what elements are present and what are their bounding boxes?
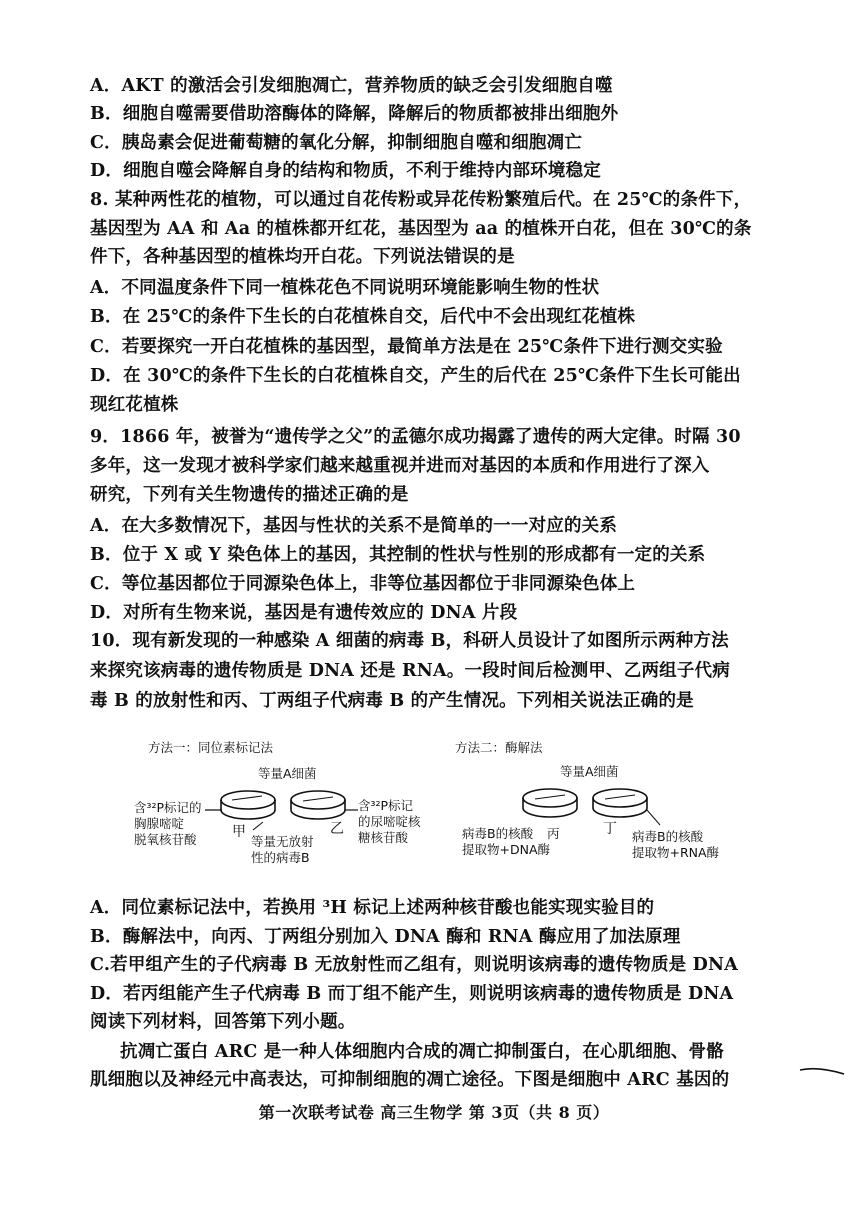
- q9-option-d: D．对所有生物来说，基因是有遗传效应的 DNA 片段: [90, 603, 518, 623]
- q10-option-d: D．若丙组能产生子代病毒 B 而丁组不能产生，则说明该病毒的遗传物质是 DNA: [90, 984, 734, 1004]
- yi-group-label: 乙: [330, 821, 344, 837]
- q9-stem-line-1: 9．1866 年，被誉为“遗传学之父”的孟德尔成功揭露了遗传的两大定律。时隔 30: [90, 427, 741, 447]
- q8-option-d: D．在 30℃的条件下生长的白花植株自交，产生的后代在 25℃条件下生长可能出: [90, 366, 741, 386]
- dish-yi: [291, 791, 345, 819]
- yi-label-line-2: 的尿嘧啶核: [358, 814, 421, 829]
- jia-label-line-2: 胸腺嘧啶: [134, 816, 185, 831]
- q9-option-a: A．在大多数情况下，基因与性状的关系不是简单的一一对应的关系: [90, 516, 618, 536]
- q7-option-a: A．AKT 的激活会引发细胞凋亡，营养物质的缺乏会引发细胞自噬: [90, 76, 613, 96]
- method2-title: 方法二：酶解法: [455, 740, 543, 755]
- q8-stem-line-3: 件下，各种基因型的植株均开白花。下列说法错误的是: [90, 247, 515, 267]
- q10-option-a: A．同位素标记法中，若换用 ³H 标记上述两种核苷酸也能实现实验目的: [90, 898, 655, 918]
- pointer-line-center: [253, 822, 263, 830]
- q8-option-b: B．在 25℃的条件下生长的白花植株自交，后代中不会出现红花植株: [90, 307, 636, 327]
- method1-title: 方法一：同位素标记法: [148, 740, 274, 755]
- ding-label-line-2: 提取物+RNA酶: [632, 845, 720, 860]
- reading-para-line-1: 抗凋亡蛋白 ARC 是一种人体细胞内合成的凋亡抑制蛋白，在心肌细胞、骨骼: [120, 1042, 724, 1062]
- center-label-line-1: 等量无放射: [251, 834, 314, 849]
- pointer-line-ding: [647, 810, 660, 825]
- experiment-figure: [0, 730, 868, 870]
- jia-label-line-1: 含³²P标记的: [134, 800, 202, 815]
- q7-option-c: C．胰岛素会促进葡萄糖的氧化分解，抑制细胞自噬和细胞凋亡: [90, 133, 583, 153]
- bing-group-label: 丙: [547, 826, 560, 841]
- bing-label-line-2: 提取物+DNA酶: [462, 842, 551, 857]
- yi-label-line-3: 糖核苷酸: [358, 830, 409, 845]
- q8-stem-line-1: 8. 某种两性花的植物，可以通过自花传粉或异花传粉繁殖后代。在 25℃的条件下，: [90, 190, 752, 210]
- dish-bing: [523, 789, 577, 817]
- center-label-line-2: 性的病毒B: [251, 850, 310, 865]
- q9-stem-line-2: 多年，这一发现才被科学家们越来越重视并进而对基因的本质和作用进行了深入: [90, 456, 710, 476]
- page-footer: 第一次联考试卷 高三生物学 第 3页（共 8 页）: [258, 1103, 610, 1122]
- yi-label-line-1: 含³²P标记: [358, 798, 414, 813]
- q7-option-d: D．细胞自噬会降解自身的结构和物质，不利于维持内部环境稳定: [90, 161, 601, 181]
- ding-group-label: 丁: [603, 821, 617, 837]
- q8-option-d-cont: 现红花植株: [90, 395, 179, 415]
- q9-option-b: B．位于 X 或 Y 染色体上的基因，其控制的性状与性别的形成都有一定的关系: [90, 545, 706, 565]
- q8-option-c: C．若要探究一开白花植株的基因型，最简单方法是在 25℃条件下进行测交实验: [90, 337, 723, 357]
- q10-stem-line-3: 毒 B 的放射性和丙、丁两组子代病毒 B 的产生情况。下列相关说法正确的是: [90, 691, 694, 711]
- pen-mark: [798, 1060, 848, 1090]
- q8-stem-line-2: 基因型为 AA 和 Aa 的植株都开红花，基因型为 aa 的植株开白花，但在 30℃的条: [90, 219, 752, 239]
- q9-stem-line-3: 研究，下列有关生物遗传的描述正确的是: [90, 485, 409, 505]
- q8-option-a: A．不同温度条件下同一植株花色不同说明环境能影响生物的性状: [90, 278, 600, 298]
- q7-option-b: B．细胞自噬需要借助溶酶体的降解，降解后的物质都被排出细胞外: [90, 104, 619, 124]
- method1-top-label: 等量A细菌: [258, 766, 317, 781]
- q10-stem-line-2: 来探究该病毒的遗传物质是 DNA 还是 RNA。一段时间后检测甲、乙两组子代病: [90, 661, 730, 681]
- dish-jia: [221, 791, 275, 819]
- jia-group-label: 甲: [232, 824, 246, 840]
- method2-top-label: 等量A细菌: [560, 764, 619, 779]
- reading-intro: 阅读下列材料，回答第下列小题。: [90, 1012, 356, 1032]
- q9-option-c: C．等位基因都位于同源染色体上，非等位基因都位于非同源染色体上: [90, 574, 636, 594]
- bing-label-line-1: 病毒B的核酸: [462, 826, 534, 841]
- ding-label-line-1: 病毒B的核酸: [632, 829, 704, 844]
- q10-option-c: C.若甲组产生的子代病毒 B 无放射性而乙组有，则说明该病毒的遗传物质是 DNA: [90, 955, 739, 975]
- jia-label-line-3: 脱氧核苷酸: [134, 832, 197, 847]
- dish-ding: [593, 789, 647, 817]
- q10-option-b: B．酶解法中，向丙、丁两组分别加入 DNA 酶和 RNA 酶应用了加法原理: [90, 927, 681, 947]
- q10-stem-line-1: 10．现有新发现的一种感染 A 细菌的病毒 B，科研人员设计了如图所示两种方法: [90, 631, 729, 651]
- reading-para-line-2: 肌细胞以及神经元中高表达，可抑制细胞的凋亡途径。下图是细胞中 ARC 基因的: [90, 1070, 730, 1090]
